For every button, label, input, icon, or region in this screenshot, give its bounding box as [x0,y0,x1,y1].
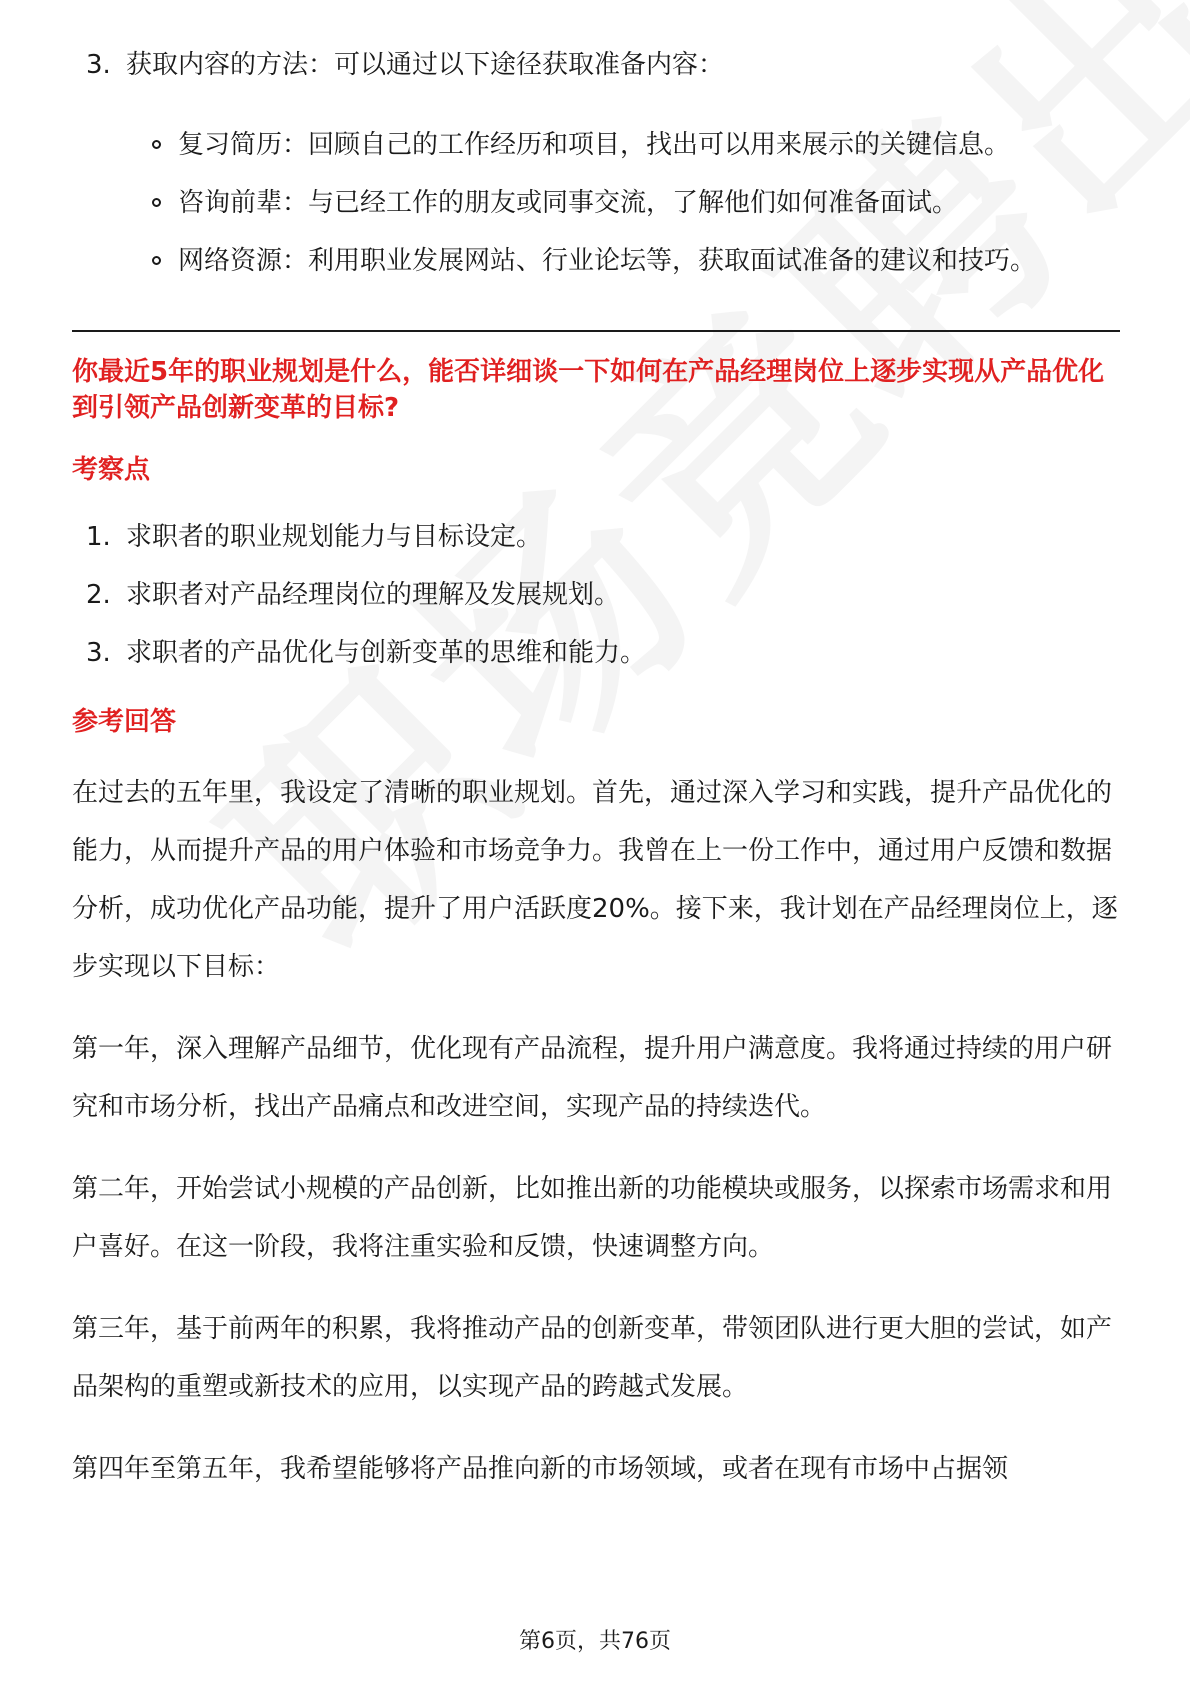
content-area [72,44,1120,1498]
question-heading: 你最近5年的职业规划是什么，能否详细谈一下如何在产品经理岗位上逐步实现从产品优化到引领产品创新变革的目标? [72,357,1105,423]
exam-points-list [72,508,1120,682]
bullet-text: 复习简历：回顾自己的工作经历和项目，找出可以用来展示的关键信息。 [178,130,1011,160]
bullet-text: 网络资源：利用职业发展网站、行业论坛等，获取面试准备的建议和技巧。 [178,246,1037,276]
list-item-text: 求职者的职业规划能力与目标设定。 [126,522,543,552]
list-number: 1. [86,522,111,552]
bullet-item [72,232,1120,290]
answer-title: 参考回答 [72,707,177,737]
exam-points-title: 考察点 [72,455,151,485]
list-number: 3. [86,50,111,80]
list-item-text: 获取内容的方法：可以通过以下途径获取准备内容： [126,50,725,80]
method-bullet-list [72,116,1120,290]
circle-bullet-icon [152,198,161,207]
list-item-text: 求职者的产品优化与创新变革的思维和能力。 [126,638,647,668]
section-divider [72,330,1120,332]
answer-paragraph: 第一年，深入理解产品细节，优化现有产品流程，提升用户满意度。我将通过持续的用户研究和市场分析，找出产品痛点和改进空间，实现产品的持续迭代。 [72,1034,1113,1122]
bullet-item [72,116,1120,174]
exam-point-item [72,566,1120,624]
answer-paragraph: 第二年，开始尝试小规模的产品创新，比如推出新的功能模块或服务，以探索市场需求和用户喜好。在这一阶段，我将注重实验和反馈，快速调整方向。 [72,1174,1113,1262]
answer-paragraph: 在过去的五年里，我设定了清晰的职业规划。首先，通过深入学习和实践，提升产品优化的能力，从而提升产品的用户体验和市场竞争力。我曾在上一份工作中，通过用户反馈和数据分析，成功优化产品功能，提升了用户活跃度20%。接下来，我计划在产品经理岗位上，逐步实现以下目标： [72,778,1118,982]
bullet-text: 咨询前辈：与已经工作的朋友或同事交流，了解他们如何准备面试。 [178,188,959,218]
method-list-item [72,36,1120,94]
list-item-text: 求职者对产品经理岗位的理解及发展规划。 [126,580,621,610]
exam-point-item [72,508,1120,566]
answer-paragraph: 第三年，基于前两年的积累，我将推动产品的创新变革，带领团队进行更大胆的尝试，如产品架构的重塑或新技术的应用，以实现产品的跨越式发展。 [72,1314,1113,1402]
circle-bullet-icon [152,140,161,149]
answer-paragraph: 第四年至第五年，我希望能够将产品推向新的市场领域，或者在现有市场中占据领 [72,1454,1009,1484]
exam-point-item [72,624,1120,682]
list-number: 2. [86,580,111,610]
bullet-item [72,174,1120,232]
circle-bullet-icon [152,256,161,265]
list-number: 3. [86,638,111,668]
answer-body [72,764,1120,1498]
page-footer: 第6页，共76页 [519,1629,671,1654]
